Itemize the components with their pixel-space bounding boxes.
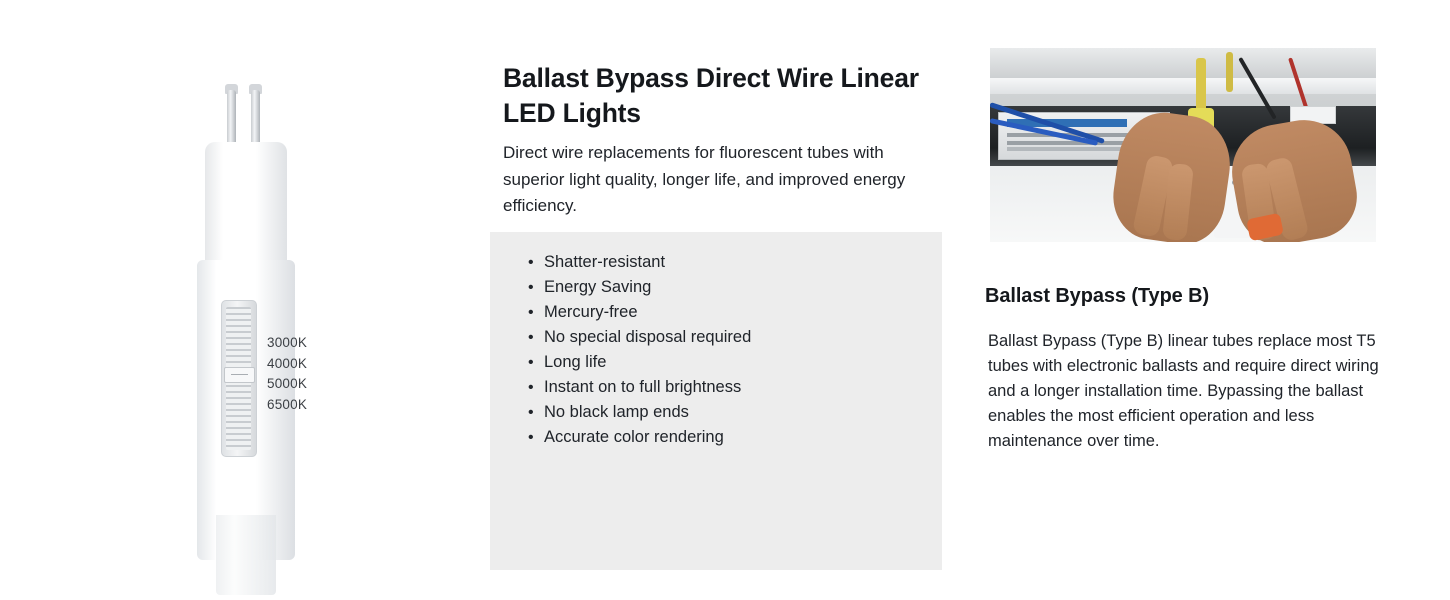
list-item: • Mercury-free	[528, 300, 942, 325]
tube-lower-shaft	[216, 515, 276, 595]
features-panel	[490, 232, 942, 570]
cct-option-4: 6500K	[267, 396, 308, 412]
tube-pin-left	[227, 90, 236, 146]
list-item: • Energy Saving	[528, 275, 942, 300]
color-temperature-labels	[267, 333, 307, 415]
tube-pin-right	[251, 90, 260, 146]
list-item: • No special disposal required	[528, 325, 942, 350]
sidebar-panel	[960, 0, 1450, 600]
selector-slider-handle[interactable]	[224, 367, 255, 383]
list-item: • Accurate color rendering	[528, 425, 942, 450]
cct-option-1: 3000K	[267, 335, 308, 350]
page-title: Ballast Bypass Direct Wire Linear LED Lights	[503, 62, 919, 128]
color-temperature-selector[interactable]	[221, 300, 257, 457]
tube-end-cap	[205, 142, 287, 272]
installation-photo	[990, 48, 1376, 242]
cct-option-3: 5000K	[267, 376, 308, 391]
list-item: • No black lamp ends	[528, 400, 942, 425]
list-item: • Long life	[528, 350, 942, 375]
cct-option-2: 4000K	[267, 355, 308, 371]
list-item: • Instant on to full brightness	[528, 375, 942, 400]
list-item: • Shatter-resistant	[528, 250, 942, 275]
page-subtitle: Direct wire replacements for fluorescent tubes with superior light quality, longer life, and improved energy efficiency.	[503, 143, 906, 215]
sidebar-body-text: Ballast Bypass (Type B) linear tubes replace most T5 tubes with electronic ballasts and require direct wiring and a longer installation time. Bypassing the ballast enables the most efficient operation and less maintenance over time.	[988, 331, 1379, 450]
features-list	[490, 232, 942, 450]
sidebar-title: Ballast Bypass (Type B)	[985, 284, 1210, 307]
led-tube-illustration	[175, 60, 325, 560]
main-content-panel	[490, 0, 960, 600]
product-image-panel	[0, 0, 490, 600]
